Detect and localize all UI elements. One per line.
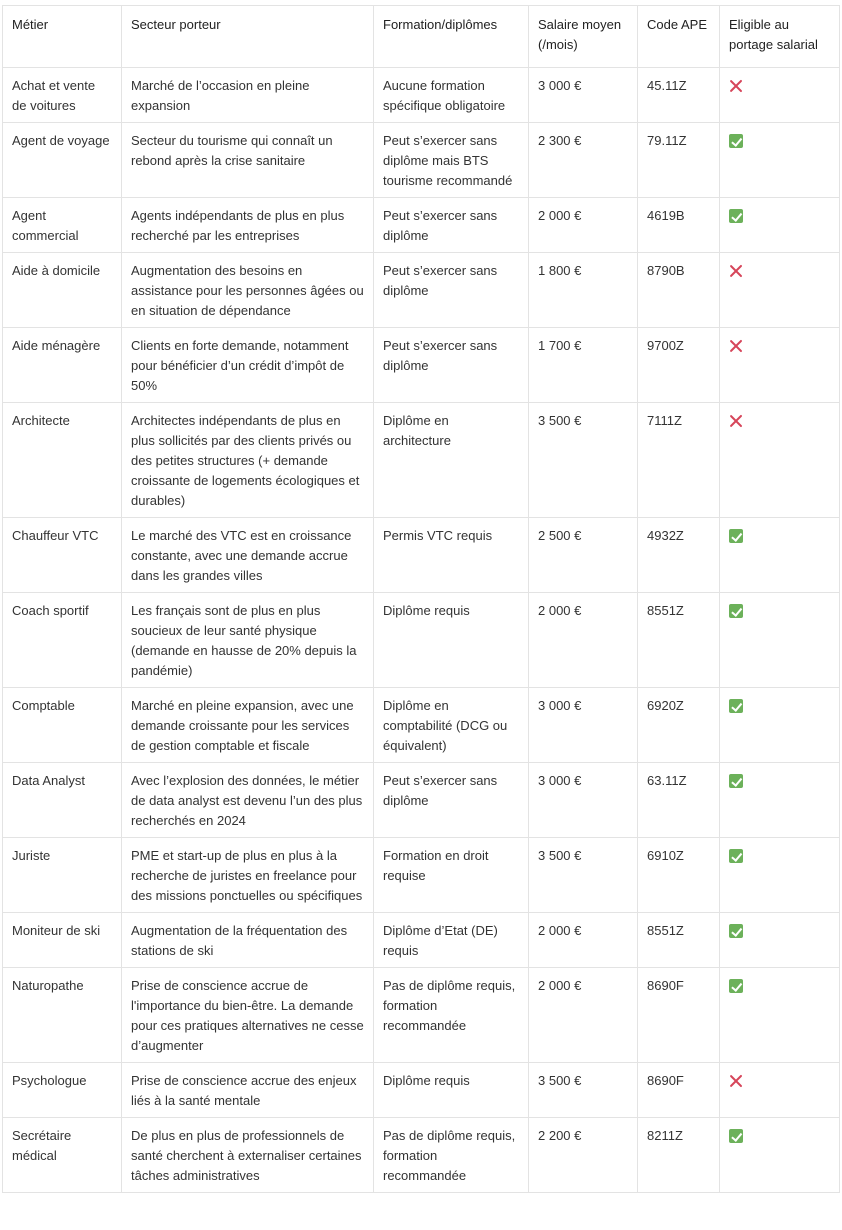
- cell-salaire: 2 000 €: [529, 913, 638, 968]
- cell-metier: Naturopathe: [3, 968, 122, 1063]
- cell-metier: Juriste: [3, 838, 122, 913]
- cell-metier: Secrétaire médical: [3, 1118, 122, 1193]
- cell-metier: Coach sportif: [3, 593, 122, 688]
- cell-eligible: [720, 518, 840, 593]
- cell-code-ape: 4619B: [638, 198, 720, 253]
- cross-icon: [729, 414, 743, 428]
- table-header-row: [3, 6, 840, 68]
- cell-secteur: Prise de conscience accrue de l'importance du bien-être. La demande pour ces pratiques alternatives ne cesse d’augmenter: [122, 968, 374, 1063]
- table-container: [2, 5, 840, 1193]
- cell-salaire: 3 500 €: [529, 838, 638, 913]
- metiers-table: [2, 5, 840, 1193]
- check-icon: [729, 849, 743, 863]
- cell-salaire: 2 200 €: [529, 1118, 638, 1193]
- cell-secteur: Agents indépendants de plus en plus recherché par les entreprises: [122, 198, 374, 253]
- cell-eligible: [720, 253, 840, 328]
- cell-secteur: Augmentation des besoins en assistance pour les personnes âgées ou en situation de dépendance: [122, 253, 374, 328]
- cell-secteur: Le marché des VTC est en croissance constante, avec une demande accrue dans les grandes villes: [122, 518, 374, 593]
- table-row: [3, 968, 840, 1063]
- check-icon: [729, 979, 743, 993]
- cross-icon: [729, 1074, 743, 1088]
- check-icon: [729, 604, 743, 618]
- cell-formation: Diplôme en comptabilité (DCG ou équivalent): [374, 688, 529, 763]
- cell-eligible: [720, 198, 840, 253]
- cell-salaire: 3 000 €: [529, 763, 638, 838]
- cell-formation: Peut s’exercer sans diplôme: [374, 253, 529, 328]
- cell-code-ape: 8790B: [638, 253, 720, 328]
- cell-metier: Comptable: [3, 688, 122, 763]
- cell-eligible: [720, 838, 840, 913]
- check-icon: [729, 529, 743, 543]
- cell-secteur: Les français sont de plus en plus soucieux de leur santé physique (demande en hausse de 20% depuis la pandémie): [122, 593, 374, 688]
- table-body: [3, 68, 840, 1193]
- cell-secteur: Augmentation de la fréquentation des stations de ski: [122, 913, 374, 968]
- cross-icon: [729, 79, 743, 93]
- cell-metier: Data Analyst: [3, 763, 122, 838]
- cell-salaire: 2 000 €: [529, 593, 638, 688]
- check-icon: [729, 1129, 743, 1143]
- table-row: [3, 688, 840, 763]
- table-row: [3, 518, 840, 593]
- cell-code-ape: 8690F: [638, 968, 720, 1063]
- cross-icon: [729, 264, 743, 278]
- cell-eligible: [720, 688, 840, 763]
- cell-code-ape: 8211Z: [638, 1118, 720, 1193]
- table-row: [3, 1118, 840, 1193]
- header-metier: Métier: [3, 6, 122, 68]
- table-row: [3, 328, 840, 403]
- cell-code-ape: 45.11Z: [638, 68, 720, 123]
- cell-secteur: Prise de conscience accrue des enjeux liés à la santé mentale: [122, 1063, 374, 1118]
- check-icon: [729, 134, 743, 148]
- cell-formation: Permis VTC requis: [374, 518, 529, 593]
- cell-metier: Achat et vente de voitures: [3, 68, 122, 123]
- cell-metier: Psychologue: [3, 1063, 122, 1118]
- cross-icon: [729, 339, 743, 353]
- table-row: [3, 253, 840, 328]
- cell-formation: Peut s’exercer sans diplôme: [374, 198, 529, 253]
- table-row: [3, 913, 840, 968]
- cell-salaire: 2 300 €: [529, 123, 638, 198]
- table-row: [3, 68, 840, 123]
- cell-salaire: 3 500 €: [529, 403, 638, 518]
- check-icon: [729, 209, 743, 223]
- cell-secteur: Secteur du tourisme qui connaît un rebond après la crise sanitaire: [122, 123, 374, 198]
- cell-metier: Aide ménagère: [3, 328, 122, 403]
- cell-formation: Diplôme en architecture: [374, 403, 529, 518]
- header-salaire: Salaire moyen (/mois): [529, 6, 638, 68]
- cell-secteur: PME et start-up de plus en plus à la recherche de juristes en freelance pour des missions ponctuelles ou spécifiques: [122, 838, 374, 913]
- cell-code-ape: 9700Z: [638, 328, 720, 403]
- cell-code-ape: 6910Z: [638, 838, 720, 913]
- table-row: [3, 123, 840, 198]
- cell-code-ape: 8551Z: [638, 913, 720, 968]
- cell-formation: Aucune formation spécifique obligatoire: [374, 68, 529, 123]
- cell-code-ape: 7111Z: [638, 403, 720, 518]
- table-row: [3, 1063, 840, 1118]
- cell-metier: Moniteur de ski: [3, 913, 122, 968]
- cell-eligible: [720, 68, 840, 123]
- cell-code-ape: 79.11Z: [638, 123, 720, 198]
- cell-formation: Peut s’exercer sans diplôme: [374, 763, 529, 838]
- cell-code-ape: 6920Z: [638, 688, 720, 763]
- cell-salaire: 3 000 €: [529, 688, 638, 763]
- table-row: [3, 198, 840, 253]
- table-row: [3, 838, 840, 913]
- cell-salaire: 1 800 €: [529, 253, 638, 328]
- header-formation: Formation/diplômes: [374, 6, 529, 68]
- header-secteur: Secteur porteur: [122, 6, 374, 68]
- cell-secteur: Marché de l’occasion en pleine expansion: [122, 68, 374, 123]
- cell-secteur: Architectes indépendants de plus en plus sollicités par des clients privés ou des petites structures (+ demande croissante de logements écologiques et durables): [122, 403, 374, 518]
- cell-secteur: Marché en pleine expansion, avec une demande croissante pour les services de gestion comptable et fiscale: [122, 688, 374, 763]
- cell-code-ape: 8690F: [638, 1063, 720, 1118]
- cell-metier: Aide à domicile: [3, 253, 122, 328]
- check-icon: [729, 699, 743, 713]
- cell-eligible: [720, 593, 840, 688]
- header-eligible: Eligible au portage salarial: [720, 6, 840, 68]
- cell-salaire: 3 500 €: [529, 1063, 638, 1118]
- cell-salaire: 3 000 €: [529, 68, 638, 123]
- cell-formation: Peut s’exercer sans diplôme mais BTS tourisme recommandé: [374, 123, 529, 198]
- cell-formation: Pas de diplôme requis, formation recommandée: [374, 1118, 529, 1193]
- cell-metier: Agent commercial: [3, 198, 122, 253]
- cell-salaire: 2 000 €: [529, 198, 638, 253]
- cell-formation: Pas de diplôme requis, formation recommandée: [374, 968, 529, 1063]
- cell-formation: Diplôme requis: [374, 1063, 529, 1118]
- cell-eligible: [720, 328, 840, 403]
- cell-eligible: [720, 1063, 840, 1118]
- cell-code-ape: 63.11Z: [638, 763, 720, 838]
- cell-eligible: [720, 123, 840, 198]
- cell-metier: Architecte: [3, 403, 122, 518]
- cell-formation: Diplôme d’Etat (DE) requis: [374, 913, 529, 968]
- cell-eligible: [720, 1118, 840, 1193]
- header-code-ape: Code APE: [638, 6, 720, 68]
- cell-eligible: [720, 403, 840, 518]
- check-icon: [729, 924, 743, 938]
- cell-salaire: 2 500 €: [529, 518, 638, 593]
- cell-eligible: [720, 913, 840, 968]
- cell-formation: Diplôme requis: [374, 593, 529, 688]
- cell-secteur: Clients en forte demande, notamment pour bénéficier d’un crédit d’impôt de 50%: [122, 328, 374, 403]
- table-row: [3, 593, 840, 688]
- cell-secteur: De plus en plus de professionnels de santé cherchent à externaliser certaines tâches administratives: [122, 1118, 374, 1193]
- cell-secteur: Avec l’explosion des données, le métier de data analyst est devenu l’un des plus recherchés en 2024: [122, 763, 374, 838]
- cell-formation: Peut s’exercer sans diplôme: [374, 328, 529, 403]
- cell-formation: Formation en droit requise: [374, 838, 529, 913]
- cell-code-ape: 8551Z: [638, 593, 720, 688]
- table-row: [3, 763, 840, 838]
- cell-metier: Agent de voyage: [3, 123, 122, 198]
- table-row: [3, 403, 840, 518]
- cell-salaire: 1 700 €: [529, 328, 638, 403]
- cell-code-ape: 4932Z: [638, 518, 720, 593]
- cell-metier: Chauffeur VTC: [3, 518, 122, 593]
- cell-eligible: [720, 763, 840, 838]
- check-icon: [729, 774, 743, 788]
- cell-salaire: 2 000 €: [529, 968, 638, 1063]
- cell-eligible: [720, 968, 840, 1063]
